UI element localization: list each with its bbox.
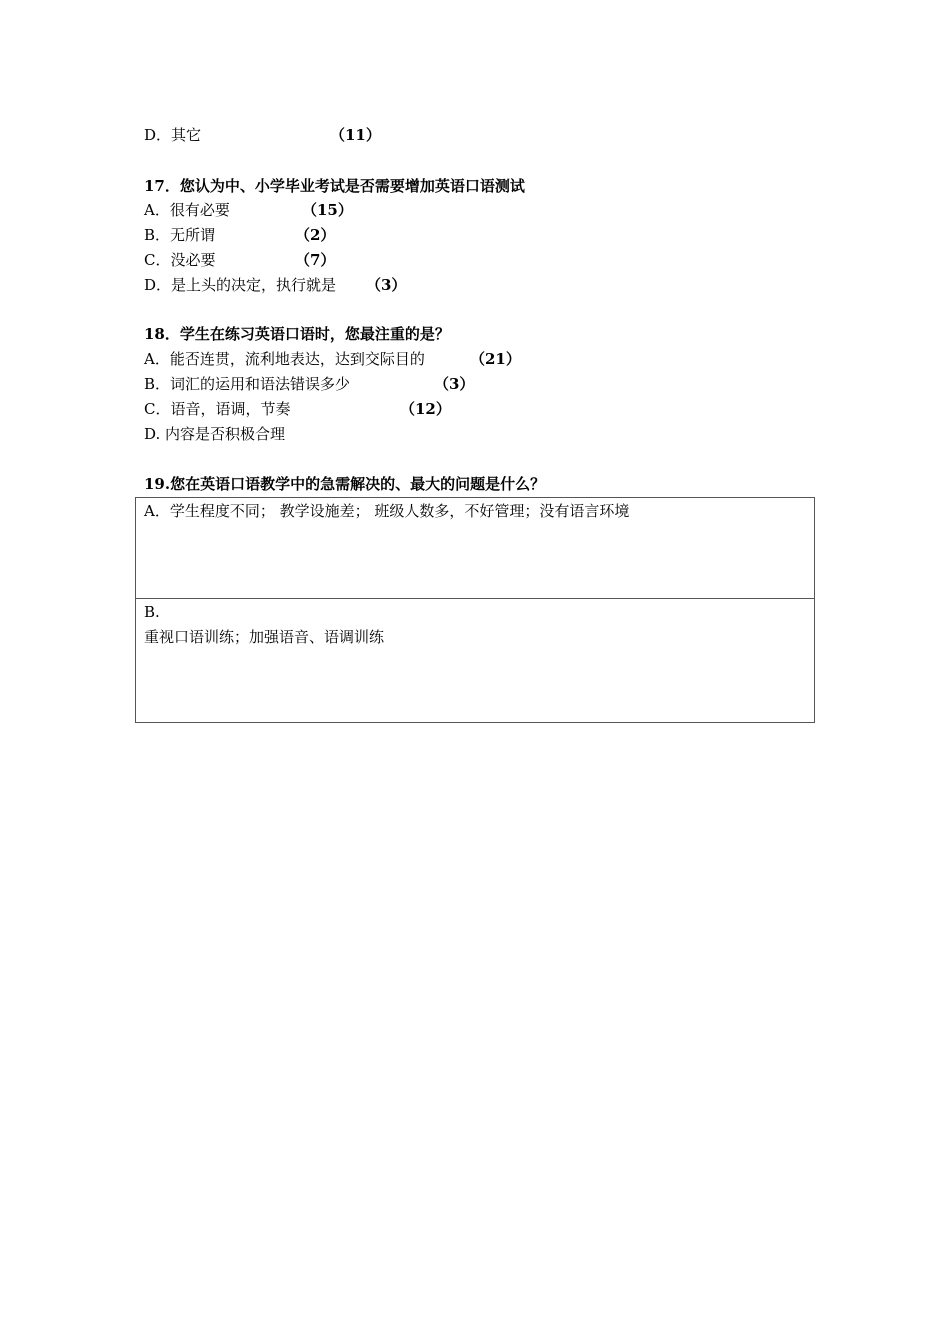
q16-option-d: D．其它: [144, 126, 202, 144]
q17-option-a-count: （15）: [302, 201, 353, 219]
q19-answer-b-text: 重视口语训练；加强语音、语调训练: [144, 628, 385, 646]
q19-answer-a-text: A．学生程度不同； 教学设施差； 班级人数多，不好管理；没有语言环境: [144, 502, 630, 520]
q17-option-b-count: （2）: [295, 226, 336, 244]
q19-answer-cell-b: [136, 599, 814, 722]
q16-option-d-count: （11）: [330, 126, 381, 144]
q17-option-d-count: （3）: [366, 276, 407, 294]
q18-option-d: D. 内容是否积极合理: [144, 425, 286, 443]
q17-question: 17．您认为中、小学毕业考试是否需要增加英语口语测试: [144, 177, 525, 195]
q17-option-b: B．无所谓: [144, 226, 216, 244]
q17-option-c: C．没必要: [144, 251, 216, 269]
q19-answer-b-label: B.: [144, 603, 160, 621]
q18-option-a: A．能否连贯，流利地表达，达到交际目的: [144, 350, 425, 368]
q19-answer-table: [135, 497, 815, 723]
q17-option-a: A．很有必要: [144, 201, 230, 219]
q18-question: 18．学生在练习英语口语时，您最注重的是？: [144, 325, 450, 343]
q19-question: 19.您在英语口语教学中的急需解决的、最大的问题是什么？: [144, 475, 546, 493]
q17-option-d: D．是上头的决定，执行就是: [144, 276, 337, 294]
q18-option-b: B．词汇的运用和语法错误多少: [144, 375, 351, 393]
q18-option-c-count: （12）: [400, 400, 451, 418]
q19-answer-cell-a: [136, 498, 814, 599]
q18-option-b-count: （3）: [434, 375, 475, 393]
q18-option-a-count: （21）: [470, 350, 521, 368]
q18-option-c: C．语音，语调，节奏: [144, 400, 291, 418]
q17-option-c-count: （7）: [295, 251, 336, 269]
